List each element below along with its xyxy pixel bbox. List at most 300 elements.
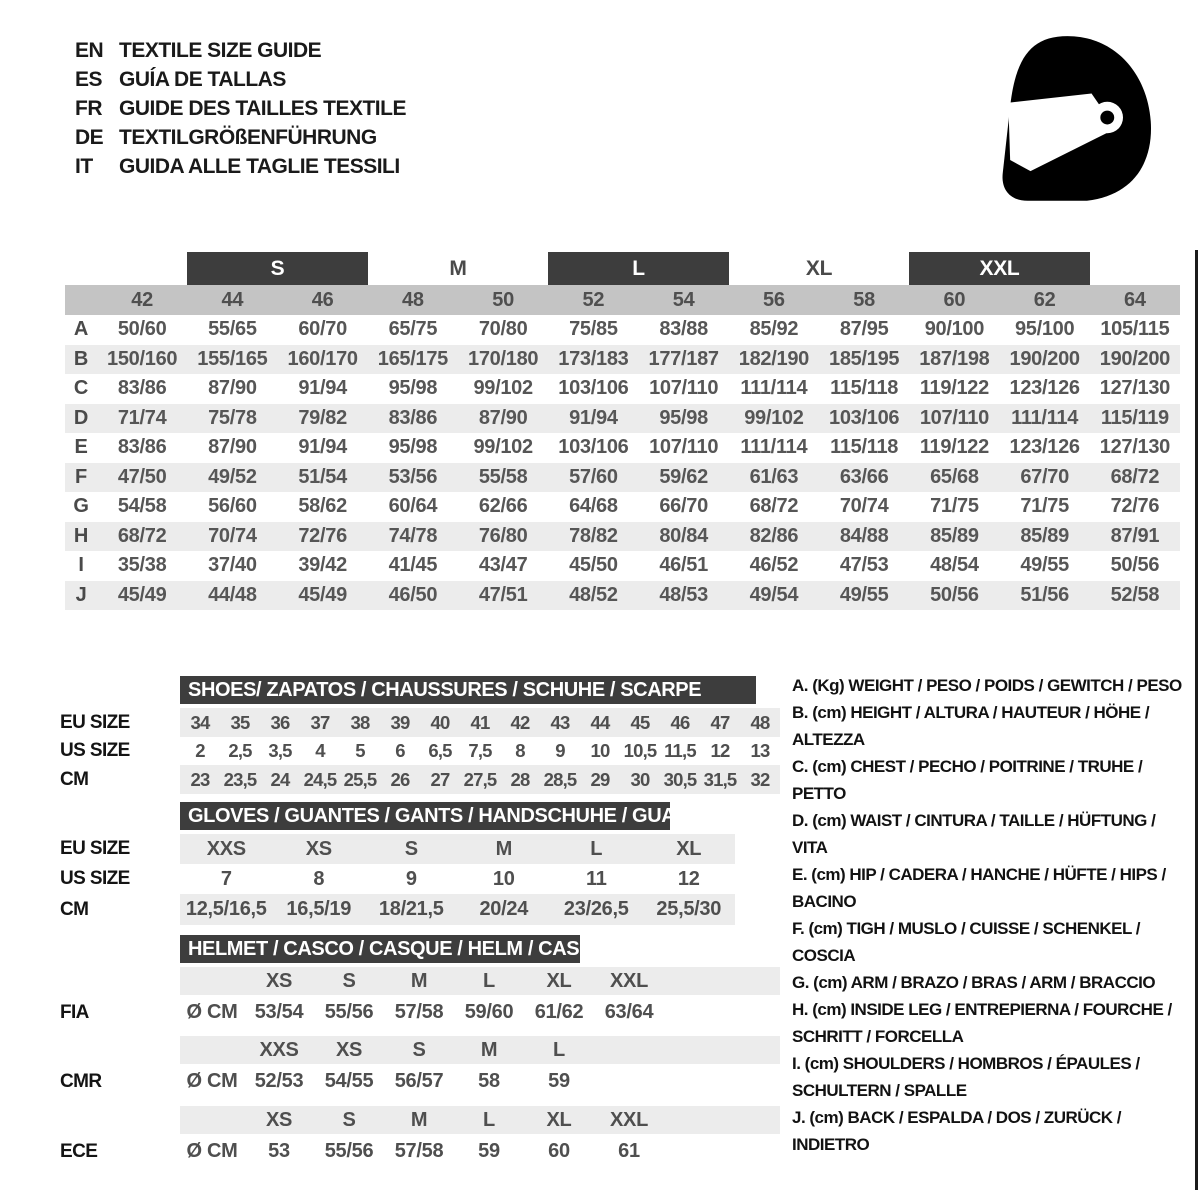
sub-table-row: [60, 1064, 780, 1099]
measurement-cell: 87/90: [478, 406, 528, 429]
sub-table-row: [60, 737, 780, 765]
size-number-cell: 64: [1124, 288, 1146, 311]
measurement-cell: 87/91: [1110, 524, 1160, 547]
measurement-cell: 173/183: [558, 347, 629, 370]
size-group-header-row: [65, 252, 1180, 285]
measurement-cell: 107/110: [649, 377, 719, 400]
measurement-cell: 68/72: [1110, 465, 1160, 488]
shoe-us-size-cell: 3,5: [268, 740, 292, 761]
helmet-size-label-cell: XL: [546, 969, 572, 992]
measurement-cell: 95/98: [659, 406, 708, 429]
measurement-row: [65, 404, 1180, 434]
measurement-cell: 52/58: [1110, 583, 1160, 606]
measurement-cell: 87/95: [839, 318, 889, 341]
glove-eu-size-cell: XL: [676, 837, 702, 860]
measurement-row: [65, 433, 1180, 463]
shoe-eu-size-cell: 47: [710, 711, 730, 733]
sub-table-cm-label: CM: [60, 768, 89, 790]
measurement-row: [65, 463, 1180, 493]
language-title: GUIDE DES TAILLES TEXTILE: [119, 96, 406, 120]
helmet-size-label-cell: XS: [335, 1038, 363, 1061]
measurement-row: [65, 374, 1180, 404]
measurement-cell: 71/75: [930, 495, 979, 518]
measurement-cell: 95/98: [388, 436, 438, 459]
sub-table-band: [180, 995, 780, 1030]
measurement-cell: 119/122: [919, 377, 989, 400]
row-letter-cell: I: [78, 554, 84, 577]
measurement-cell: 71/75: [1020, 495, 1069, 518]
measurement-cell: 67/70: [1020, 465, 1069, 488]
helmet-diameter-cell: 53/54: [254, 1001, 304, 1023]
measurement-cell: 60/64: [388, 495, 438, 518]
size-group-label: XL: [805, 256, 833, 280]
shoe-eu-size-cell: 45: [630, 711, 650, 733]
measurement-cell: 91/94: [298, 436, 347, 459]
shoe-cm-cell: 25,5: [343, 768, 377, 790]
glove-cm-cell: 25,5/30: [656, 898, 722, 920]
row-letter-cell: H: [73, 524, 89, 547]
shoe-us-size-cell: 5: [355, 740, 365, 761]
shoe-us-size-cell: 6,5: [428, 740, 452, 761]
sub-table-title-row: [60, 802, 735, 830]
sub-table-band: [180, 834, 735, 864]
shoe-cm-cell: 31,5: [703, 768, 737, 790]
helmet-size-label-cell: S: [342, 1108, 356, 1131]
glove-eu-size-cell: L: [590, 837, 603, 860]
measurement-row: [65, 492, 1180, 522]
measurement-cell: 50/60: [117, 318, 167, 341]
measurement-cell: 99/102: [744, 406, 804, 429]
shoe-cm-cell: 27,5: [463, 768, 497, 790]
helmet-size-table: [60, 935, 780, 1169]
textile-size-table: [65, 252, 1180, 610]
size-number-cell: 54: [672, 288, 695, 311]
measurement-cell: 72/76: [298, 524, 347, 547]
measurement-cell: 107/110: [919, 406, 989, 429]
helmet-size-label-cell: L: [553, 1038, 565, 1061]
sub-table-title-spacer: [60, 802, 180, 830]
sub-table-row: [60, 834, 735, 864]
sub-table-row: [60, 894, 735, 925]
measurement-cell: 115/118: [830, 377, 899, 400]
measurement-cell: 35/38: [117, 554, 167, 577]
sub-table-cmr-label: CMR: [60, 1070, 102, 1092]
sub-table-sizes-label: [60, 967, 180, 995]
helmet-diameter-cell: Ø CM: [186, 1001, 238, 1023]
sub-table-band: [180, 1106, 780, 1134]
shoe-eu-size-cell: 36: [270, 711, 290, 733]
measurement-cell: 63/66: [839, 465, 889, 488]
helmet-diameter-cell: Ø CM: [186, 1140, 238, 1162]
measurement-cell: 74/78: [388, 524, 438, 547]
measurement-cell: 41/45: [388, 554, 438, 577]
sub-table-fia-label: FIA: [60, 1001, 89, 1023]
size-group-label: S: [187, 252, 368, 285]
measurement-cell: 160/170: [287, 347, 358, 370]
measurement-cell: 83/88: [659, 318, 708, 341]
measurement-cell: 72/76: [1110, 495, 1160, 518]
sub-table-band: [180, 894, 735, 925]
size-group-label: L: [548, 252, 729, 285]
measurement-cell: 50/56: [930, 583, 979, 606]
legend-item: E. (cm) HIP / CADERA / HANCHE / HÜFTE / HIPS / BACINO: [792, 865, 1166, 911]
measurement-cell: 51/56: [1020, 583, 1069, 606]
measurement-cell: 99/102: [473, 377, 533, 400]
shoe-cm-cell: 23: [190, 768, 210, 790]
measurement-cell: 65/68: [930, 465, 979, 488]
size-group-label: M: [449, 256, 467, 280]
glove-us-size-cell: 10: [492, 867, 515, 890]
helmet-diameter-cell: 56/57: [394, 1070, 444, 1092]
measurement-cell: 99/102: [473, 436, 533, 459]
shoe-us-size-cell: 13: [750, 740, 770, 761]
measurement-cell: 85/92: [749, 318, 799, 341]
shoe-us-size-cell: 7,5: [468, 740, 492, 761]
measurement-cell: 91/94: [298, 377, 347, 400]
measurement-cell: 80/84: [659, 524, 708, 547]
legend-item: I. (cm) SHOULDERS / HOMBROS / ÉPAULES / SCHULTERN / SPALLE: [792, 1054, 1140, 1100]
helmet-size-label-cell: L: [483, 969, 495, 992]
measurement-cell: 103/106: [558, 377, 629, 400]
helmet-size-label-cell: M: [410, 1108, 428, 1131]
shoe-us-size-cell: 11,5: [664, 740, 696, 761]
row-letter-cell: J: [75, 583, 87, 606]
measurement-cell: 105/115: [1100, 318, 1170, 341]
measurement-cell: 111/114: [1011, 406, 1079, 429]
size-number-cell: 50: [492, 288, 514, 311]
helmet-diameter-cell: 61/62: [534, 1001, 584, 1023]
shoe-eu-size-cell: 44: [590, 711, 610, 733]
measurement-cell: 55/65: [208, 318, 257, 341]
language-title: GUIDA ALLE TAGLIE TESSILI: [119, 154, 400, 178]
shoe-eu-size-cell: 35: [230, 711, 250, 733]
sub-table-title-bar: HELMET / CASCO / CASQUE / HELM / CASCO: [180, 935, 580, 963]
helmet-diameter-cell: 54/55: [324, 1070, 374, 1092]
measurement-cell: 111/114: [740, 436, 808, 459]
measurement-cell: 50/56: [1110, 554, 1160, 577]
measurement-cell: 83/86: [117, 436, 167, 459]
glove-eu-size-cell: XXS: [206, 837, 246, 860]
helmet-size-label-cell: M: [480, 1038, 498, 1061]
size-number-cell: 60: [943, 288, 966, 311]
shoe-eu-size-cell: 42: [510, 711, 530, 733]
helmet-diameter-cell: 52/53: [254, 1070, 304, 1092]
row-letter-cell: E: [74, 436, 88, 459]
size-number-cell: 42: [131, 288, 153, 311]
helmet-diameter-cell: Ø CM: [186, 1070, 238, 1092]
shoe-eu-size-cell: 37: [310, 711, 330, 733]
helmet-diameter-cell: 55/56: [324, 1001, 374, 1023]
measurement-row: [65, 522, 1180, 552]
measurement-cell: 66/70: [659, 495, 708, 518]
glove-eu-size-cell: M: [495, 837, 512, 860]
size-number-cell: 46: [311, 288, 334, 311]
helmet-diameter-cell: 57/58: [394, 1140, 444, 1162]
sub-table-band: [180, 765, 780, 794]
measurement-cell: 182/190: [738, 347, 809, 370]
measurement-cell: 56/60: [208, 495, 257, 518]
measurement-row: [65, 315, 1180, 345]
measurement-cell: 57/60: [569, 465, 618, 488]
helmet-icon: [975, 25, 1160, 210]
measurement-cell: 45/49: [117, 583, 167, 606]
shoe-us-size-cell: 2,5: [228, 740, 252, 761]
language-title: TEXTILGRÖßENFÜHRUNG: [119, 125, 377, 149]
helmet-diameter-cell: 58: [478, 1070, 500, 1092]
legend-item: C. (cm) CHEST / PECHO / POITRINE / TRUHE / PETTO: [792, 757, 1143, 803]
measurement-cell: 87/90: [208, 377, 257, 400]
measurement-cell: 37/40: [208, 554, 257, 577]
helmet-diameter-cell: 61: [618, 1140, 640, 1162]
measurement-cell: 46/50: [388, 583, 438, 606]
helmet-size-label-cell: S: [412, 1038, 426, 1061]
helmet-size-label-cell: XL: [546, 1108, 572, 1131]
measurement-cell: 45/49: [298, 583, 347, 606]
measurement-cell: 84/88: [839, 524, 889, 547]
glove-us-size-cell: 7: [220, 867, 232, 890]
measurement-cell: 76/80: [478, 524, 528, 547]
shoes-size-table: [60, 676, 780, 794]
shoe-us-size-cell: 4: [315, 740, 325, 761]
sub-table-title-row: [60, 935, 780, 963]
shoe-us-size-cell: 9: [555, 740, 565, 761]
glove-cm-cell: 12,5/16,5: [185, 898, 267, 920]
sub-table-row: [60, 1106, 780, 1134]
measurement-cell: 103/106: [558, 436, 629, 459]
measurement-row: [65, 581, 1180, 611]
row-letter-cell: C: [73, 377, 89, 400]
measurement-cell: 59/62: [659, 465, 708, 488]
sub-table-row: [60, 995, 780, 1030]
measurement-cell: 111/114: [740, 377, 808, 400]
sub-table-row: [60, 1134, 780, 1169]
sub-table-row: [60, 864, 735, 894]
glove-cm-cell: 23/26,5: [563, 898, 629, 920]
measurement-cell: 68/72: [117, 524, 167, 547]
row-letter-cell: D: [73, 406, 89, 429]
measurement-cell: 103/106: [829, 406, 900, 429]
measurement-cell: 46/52: [749, 554, 799, 577]
measurement-cell: 64/68: [569, 495, 618, 518]
row-letter-cell: B: [73, 347, 89, 370]
measurement-cell: 83/86: [388, 406, 438, 429]
helmet-size-label-cell: XXL: [610, 969, 648, 992]
measurement-row: [65, 345, 1180, 375]
legend-item: G. (cm) ARM / BRAZO / BRAS / ARM / BRACCIO: [792, 973, 1156, 992]
measurement-cell: 45/50: [569, 554, 618, 577]
measurement-legend: [792, 672, 1194, 1158]
shoe-cm-cell: 28: [510, 768, 530, 790]
glove-cm-cell: 16,5/19: [286, 898, 352, 920]
sub-table-band: [180, 1064, 780, 1099]
sub-table-band: [180, 708, 780, 737]
sub-table-eu-size-label: EU SIZE: [60, 838, 130, 859]
language-code: ES: [75, 67, 103, 91]
measurement-cell: 54/58: [117, 495, 167, 518]
language-row: [75, 94, 406, 123]
right-border-line: [1195, 250, 1198, 1190]
helmet-diameter-cell: 59: [548, 1070, 570, 1092]
measurement-cell: 75/85: [569, 318, 618, 341]
helmet-size-label-cell: XS: [265, 969, 293, 992]
row-letter-cell: F: [75, 465, 87, 488]
shoe-eu-size-cell: 40: [430, 711, 450, 733]
measurement-cell: 49/55: [839, 583, 889, 606]
helmet-diameter-cell: 53: [268, 1140, 290, 1162]
helmet-size-label-cell: S: [342, 969, 356, 992]
shoe-us-size-cell: 10,5: [623, 740, 657, 761]
measurement-cell: 55/58: [478, 465, 528, 488]
language-title: GUÍA DE TALLAS: [119, 67, 286, 91]
measurement-cell: 85/89: [930, 524, 979, 547]
legend-item: B. (cm) HEIGHT / ALTURA / HAUTEUR / HÖHE / ALTEZZA: [792, 703, 1150, 749]
measurement-cell: 127/130: [1099, 377, 1170, 400]
measurement-cell: 53/56: [388, 465, 438, 488]
measurement-cell: 78/82: [569, 524, 618, 547]
measurement-cell: 44/48: [208, 583, 257, 606]
row-letter-cell: A: [73, 318, 89, 341]
measurement-cell: 70/80: [478, 318, 528, 341]
shoe-cm-cell: 26: [390, 768, 410, 790]
measurement-cell: 47/53: [839, 554, 889, 577]
helmet-diameter-cell: 59: [478, 1140, 500, 1162]
legend-item: A. (Kg) WEIGHT / PESO / POIDS / GEWITCH / PESO: [792, 676, 1182, 695]
measurement-cell: 48/52: [569, 583, 618, 606]
measurement-cell: 115/119: [1100, 406, 1169, 429]
measurement-cell: 71/74: [117, 406, 167, 429]
helmet-size-label-cell: L: [483, 1108, 495, 1131]
shoe-us-size-cell: 6: [395, 740, 405, 761]
sub-table-row: [60, 708, 780, 737]
shoe-cm-cell: 24: [270, 768, 290, 790]
measurement-cell: 46/51: [659, 554, 708, 577]
shoe-cm-cell: 23,5: [223, 768, 257, 790]
sub-table-band: [180, 737, 780, 765]
measurement-cell: 150/160: [107, 347, 178, 370]
measurement-cell: 107/110: [649, 436, 719, 459]
row-gap: [60, 1099, 780, 1106]
measurement-cell: 70/74: [839, 495, 889, 518]
sub-table-eu-size-label: EU SIZE: [60, 711, 130, 733]
measurement-cell: 95/100: [1014, 318, 1075, 341]
measurement-cell: 87/90: [208, 436, 257, 459]
sub-table-us-size-label: US SIZE: [60, 868, 130, 889]
size-number-cell: 58: [853, 288, 875, 311]
sub-table-title-bar: SHOES/ ZAPATOS / CHAUSSURES / SCHUHE / SCARPE: [180, 676, 756, 704]
sub-table-band: [180, 864, 735, 894]
language-row: [75, 152, 406, 181]
measurement-cell: 51/54: [298, 465, 347, 488]
measurement-row: [65, 551, 1180, 581]
shoe-us-size-cell: 12: [710, 740, 730, 761]
measurement-cell: 82/86: [749, 524, 799, 547]
sub-table-title-bar: GLOVES / GUANTES / GANTS / HANDSCHUHE / GUANTI: [180, 802, 670, 830]
sub-table-ece-label: ECE: [60, 1140, 98, 1162]
helmet-diameter-cell: 63/64: [604, 1001, 654, 1023]
sub-table-us-size-label: US SIZE: [60, 740, 130, 761]
gloves-size-table: [60, 802, 735, 925]
language-title: TEXTILE SIZE GUIDE: [119, 38, 322, 62]
language-code: DE: [75, 125, 104, 149]
size-number-cell: 62: [1033, 288, 1056, 311]
helmet-diameter-cell: 59/60: [464, 1001, 514, 1023]
language-title-list: [75, 36, 406, 181]
glove-eu-size-cell: XS: [305, 837, 332, 860]
measurement-cell: 68/72: [749, 495, 799, 518]
helmet-size-label-cell: XXL: [610, 1108, 648, 1131]
sub-table-band: [180, 1036, 780, 1064]
glove-us-size-cell: 12: [677, 867, 700, 890]
measurement-cell: 115/118: [830, 436, 899, 459]
shoe-us-size-cell: 2: [195, 740, 205, 761]
glove-us-size-cell: 9: [405, 867, 417, 890]
shoe-eu-size-cell: 43: [550, 711, 570, 733]
measurement-cell: 70/74: [208, 524, 257, 547]
measurement-cell: 155/165: [197, 347, 268, 370]
measurement-cell: 62/66: [478, 495, 528, 518]
measurement-cell: 95/98: [388, 377, 438, 400]
size-number-row: [65, 285, 1180, 315]
shoe-eu-size-cell: 48: [750, 711, 770, 733]
sub-table-band: [180, 967, 780, 995]
shoe-us-size-cell: 8: [515, 740, 525, 761]
row-letter-cell: G: [73, 495, 89, 518]
measurement-cell: 190/200: [1009, 347, 1080, 370]
glove-us-size-cell: 11: [585, 867, 607, 890]
size-number-cell: 52: [582, 288, 605, 311]
shoe-cm-cell: 32: [750, 768, 770, 790]
measurement-cell: 123/126: [1009, 436, 1080, 459]
helmet-size-label-cell: XS: [265, 1108, 293, 1131]
helmet-size-label-cell: XXS: [259, 1038, 299, 1061]
measurement-cell: 123/126: [1009, 377, 1080, 400]
measurement-cell: 58/62: [298, 495, 347, 518]
sub-table-row: [60, 765, 780, 794]
measurement-cell: 119/122: [919, 436, 989, 459]
measurement-cell: 48/54: [930, 554, 979, 577]
sub-table-sizes-label: [60, 1106, 180, 1134]
shoe-cm-cell: 24,5: [303, 768, 337, 790]
language-row: [75, 65, 406, 94]
measurement-cell: 49/55: [1020, 554, 1069, 577]
measurement-cell: 65/75: [388, 318, 438, 341]
helmet-diameter-cell: 60: [548, 1140, 570, 1162]
language-row: [75, 36, 406, 65]
sub-table-row: [60, 1036, 780, 1064]
language-code: IT: [75, 154, 93, 178]
measurement-cell: 177/187: [648, 347, 719, 370]
measurement-cell: 49/54: [749, 583, 799, 606]
measurement-cell: 185/195: [829, 347, 900, 370]
glove-us-size-cell: 8: [313, 867, 325, 890]
helmet-size-label-cell: M: [410, 969, 428, 992]
shoe-cm-cell: 29: [590, 768, 610, 790]
shoe-eu-size-cell: 41: [470, 711, 490, 733]
sub-table-band: [180, 1134, 780, 1169]
measurement-cell: 39/42: [298, 554, 347, 577]
legend-item: D. (cm) WAIST / CINTURA / TAILLE / HÜFTUNG / VITA: [792, 811, 1156, 857]
shoe-cm-cell: 30,5: [663, 768, 697, 790]
measurement-cell: 75/78: [208, 406, 257, 429]
measurement-cell: 60/70: [298, 318, 347, 341]
measurement-cell: 47/51: [478, 583, 528, 606]
legend-item: F. (cm) TIGH / MUSLO / CUISSE / SCHENKEL / COSCIA: [792, 919, 1141, 965]
sub-table-cm-label: CM: [60, 898, 89, 920]
measurement-cell: 165/175: [377, 347, 448, 370]
helmet-diameter-cell: 57/58: [394, 1001, 444, 1023]
measurement-cell: 49/52: [208, 465, 257, 488]
measurement-cell: 85/89: [1020, 524, 1069, 547]
